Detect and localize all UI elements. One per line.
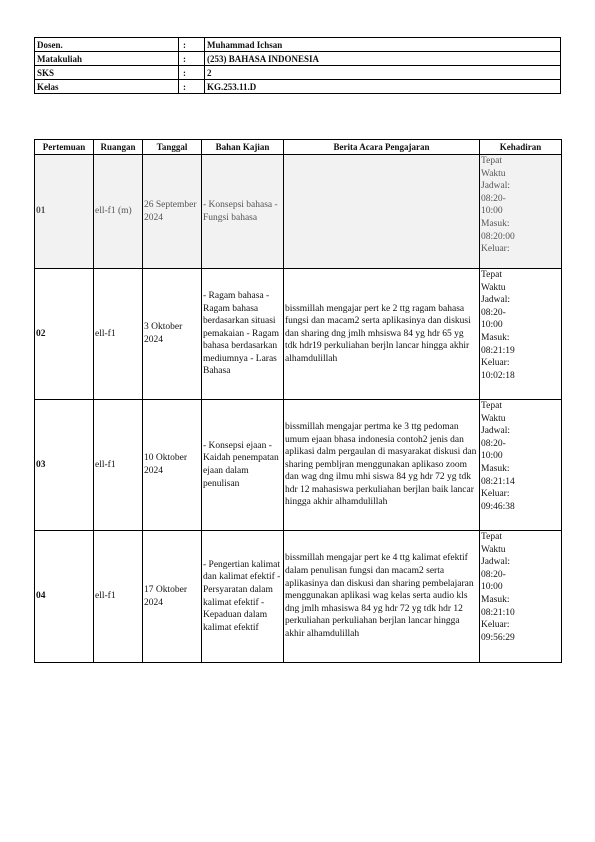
info-row	[35, 80, 561, 94]
kehadiran-line: Tepat	[481, 270, 502, 280]
kehadiran-line: Masuk:	[481, 463, 510, 474]
info-row	[35, 38, 561, 52]
kehadiran-line: 10:00	[481, 206, 503, 217]
kehadiran-line: 08:20-	[481, 193, 506, 204]
cell-tanggal: 10 Oktober 2024	[143, 400, 202, 531]
course-info-table	[34, 37, 561, 94]
cell-ruangan: ell-f1	[94, 531, 143, 663]
cell-ruangan: ell-f1 (m)	[94, 155, 143, 269]
kehadiran-line: 08:20-	[481, 569, 506, 580]
attendance-table	[34, 139, 562, 663]
kehadiran-line: Keluar:	[481, 489, 510, 500]
info-colon: :	[179, 80, 205, 94]
kehadiran-line: Keluar:	[481, 620, 510, 631]
info-label: Matakuliah	[35, 52, 179, 66]
kehadiran-line: 08:21:10	[481, 607, 515, 618]
info-label: Dosen.	[35, 38, 179, 52]
cell-berita-acara: bissmillah mengajar pert ke 4 ttg kalimat efektif dalam penulisan fungsi dan macam2 serta aplikasinya dan diskusi dan sharing pembelajaran menggunakan aplikasi wag kelas serta audio kls dng jmlh mhasiswa 84 yg hdr 72 yg tdk hdr 12 perkuliahan perkuliahan berjlan lancar hingga akhir alhamdulillah	[284, 531, 480, 663]
cell-kehadiran	[480, 269, 562, 400]
info-colon: :	[179, 38, 205, 52]
cell-pertemuan: 03	[35, 400, 94, 531]
table-row	[35, 155, 562, 269]
cell-bahan-kajian: - Ragam bahasa - Ragam bahasa berdasarkan situasi pemakaian - Ragam bahasa berdasarkan mediumnya - Laras Bahasa	[202, 269, 284, 400]
cell-ruangan: ell-f1	[94, 269, 143, 400]
header-bahan-kajian: Bahan Kajian	[202, 140, 284, 155]
kehadiran-line: Keluar:	[481, 244, 510, 255]
kehadiran-line: 08:20-	[481, 438, 506, 449]
table-row	[35, 269, 562, 400]
table-row	[35, 400, 562, 531]
info-row	[35, 52, 561, 66]
info-label: Kelas	[35, 80, 179, 94]
cell-pertemuan: 01	[35, 155, 94, 269]
cell-bahan-kajian: - Konsepsi bahasa - Fungsi bahasa	[202, 155, 284, 269]
cell-tanggal: 26 September 2024	[143, 155, 202, 269]
kehadiran-line: 08:21:19	[481, 345, 515, 356]
cell-berita-acara	[284, 155, 480, 269]
cell-bahan-kajian: - Pengertian kalimat dan kalimat efektif - Persyaratan dalam kalimat efektif - Kepaduan dalam kalimat efektif	[202, 531, 284, 663]
kehadiran-line: 10:02:18	[481, 370, 515, 381]
kehadiran-line: Waktu	[481, 544, 506, 555]
info-value: (253) BAHASA INDONESIA	[205, 52, 561, 66]
kehadiran-line: Keluar:	[481, 358, 510, 369]
kehadiran-line: Jadwal:	[481, 426, 511, 437]
kehadiran-line: Waktu	[481, 413, 506, 424]
cell-kehadiran	[480, 155, 562, 269]
info-value: 2	[205, 66, 561, 80]
kehadiran-line: Tepat	[481, 532, 502, 542]
cell-pertemuan: 02	[35, 269, 94, 400]
header-tanggal: Tanggal	[143, 140, 202, 155]
kehadiran-line: Masuk:	[481, 594, 510, 605]
header-berita-acara: Berita Acara Pengajaran	[284, 140, 480, 155]
cell-tanggal: 17 Oktober 2024	[143, 531, 202, 663]
kehadiran-line: Tepat	[481, 401, 502, 411]
kehadiran-line: Masuk:	[481, 332, 510, 343]
cell-berita-acara: bissmillah mengajar pert ke 2 ttg ragam bahasa fungsi dan macam2 serta aplikasinya dan diskusi dan sharing dng jmlh mhsiswa 84 yg hdr 65 yg tdk hdr19 perkuliahan berjln lancar hingga akhir alhamdulillah	[284, 269, 480, 400]
info-value: Muhammad Ichsan	[205, 38, 561, 52]
kehadiran-line: Jadwal:	[481, 181, 511, 192]
kehadiran-line: Jadwal:	[481, 295, 511, 306]
cell-berita-acara: bissmillah mengajar pertma ke 3 ttg pedoman umum ejaan bhasa indonesia contoh2 jenis dan aplikasi dalm pergaulan di masyarakat diskusi dan sharing pembljran menggunakan aplikaso zoom dan wag dng ilmu mhi siswa 84 yg hdr 72 yg tdk hdr 12 mahasiswa perkuliahan berjlan baik lancar hingga akhir alhamdulillah	[284, 400, 480, 531]
table-row	[35, 531, 562, 663]
header-kehadiran: Kehadiran	[480, 140, 562, 155]
header-ruangan: Ruangan	[94, 140, 143, 155]
kehadiran-line: 08:21:14	[481, 476, 515, 487]
table-header-row	[35, 140, 562, 155]
kehadiran-line: Masuk:	[481, 218, 510, 229]
header-pertemuan: Pertemuan	[35, 140, 94, 155]
info-row	[35, 66, 561, 80]
kehadiran-line: 08:20-	[481, 307, 506, 318]
info-value: KG.253.11.D	[205, 80, 561, 94]
kehadiran-line: 09:56:29	[481, 632, 515, 643]
info-colon: :	[179, 52, 205, 66]
cell-kehadiran	[480, 400, 562, 531]
kehadiran-line: Waktu	[481, 282, 506, 293]
cell-pertemuan: 04	[35, 531, 94, 663]
kehadiran-line: 10:00	[481, 451, 503, 462]
cell-bahan-kajian: - Konsepsi ejaan - Kaidah penempatan ejaan dalam penulisan	[202, 400, 284, 531]
cell-tanggal: 3 Oktober 2024	[143, 269, 202, 400]
kehadiran-line: 10:00	[481, 320, 503, 331]
kehadiran-line: Waktu	[481, 168, 506, 179]
kehadiran-line: 08:20:00	[481, 231, 515, 242]
kehadiran-line: Tepat	[481, 156, 502, 166]
cell-ruangan: ell-f1	[94, 400, 143, 531]
info-label: SKS	[35, 66, 179, 80]
kehadiran-line: 09:46:38	[481, 501, 515, 512]
cell-kehadiran	[480, 531, 562, 663]
info-colon: :	[179, 66, 205, 80]
kehadiran-line: Jadwal:	[481, 557, 511, 568]
kehadiran-line: 10:00	[481, 582, 503, 593]
